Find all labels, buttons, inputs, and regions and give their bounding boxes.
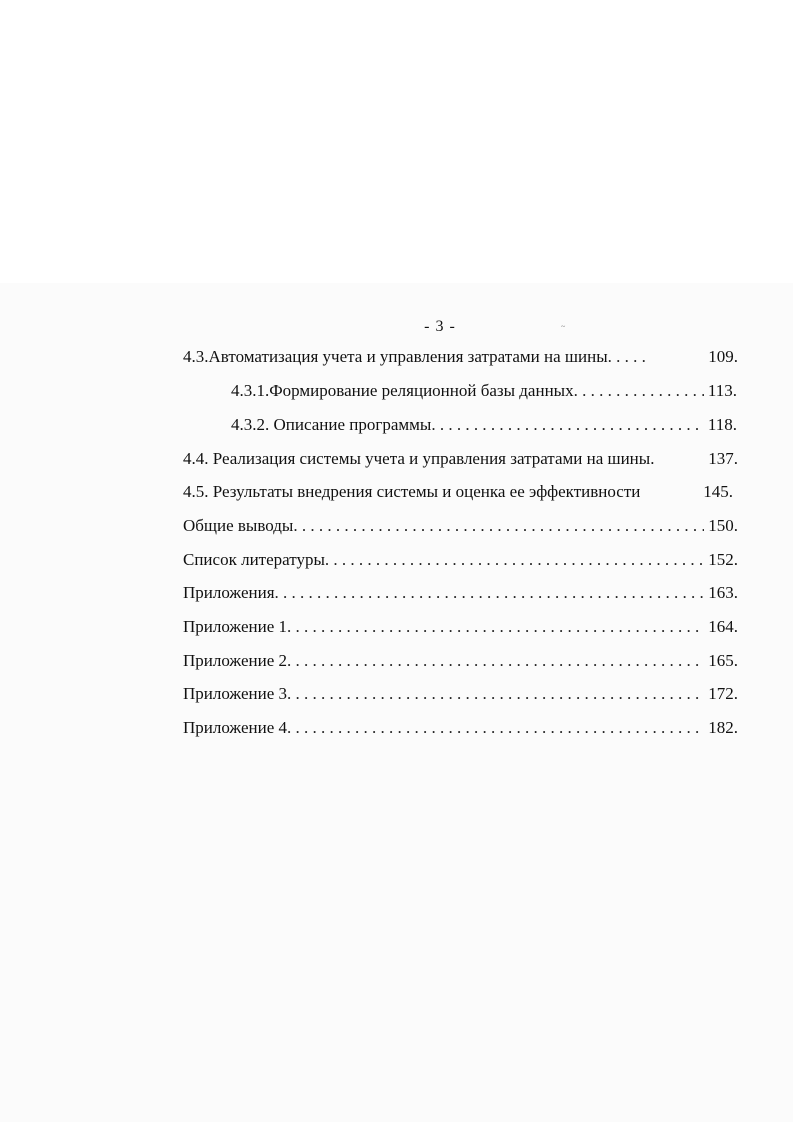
toc-entry-title: Приложение 2 (183, 651, 287, 670)
toc-leader-dots (287, 683, 704, 705)
toc-entry-general-conclusions (183, 515, 738, 537)
toc-entry-appendices (183, 582, 738, 604)
scan-speck: ~ (561, 322, 566, 331)
toc-entry-title: Приложение 1 (183, 617, 287, 636)
toc-entry-page: 137. (708, 449, 738, 468)
toc-entry-title: 4.3.Автоматизация учета и управления затратами на шины (183, 347, 608, 366)
toc-leader-dots (293, 515, 704, 537)
toc-entry-title: 4.4. Реализация системы учета и управления затратами на шины. (183, 449, 655, 468)
toc-entry-4-3-2 (231, 414, 737, 436)
toc-entry-title: Общие выводы (183, 516, 294, 535)
toc-entry-page: 152. (708, 550, 738, 569)
toc-entry-page: 150. (708, 516, 738, 535)
toc-entry-title: Приложение 4 (183, 718, 287, 737)
toc-entry-page: 165. (708, 651, 738, 670)
toc-leader-dots (287, 650, 704, 672)
toc-entry-4-3 (183, 346, 738, 368)
toc-leader-dots (574, 380, 704, 402)
toc-leader-dots (431, 414, 704, 436)
toc-leader-dots (287, 616, 704, 638)
toc-entry-title: 4.5. Результаты внедрения системы и оценка ее эффективности (183, 482, 641, 501)
toc-leader-dots (325, 549, 704, 571)
toc-entry-4-3-1 (231, 380, 737, 402)
toc-entry-title: 4.3.2. Описание программы (231, 415, 432, 434)
toc-entry-title: 4.3.1.Формирование реляционной базы данных (231, 381, 574, 400)
page-number: - 3 - (424, 318, 456, 335)
toc-entry-appendix-3 (183, 683, 738, 705)
toc-entry-page: 113. (707, 381, 737, 400)
toc-entry-references (183, 549, 738, 571)
toc-entry-appendix-4 (183, 717, 738, 739)
toc-entry-page: 109. (708, 347, 738, 366)
toc-leader-dots (608, 346, 648, 368)
toc-entry-4-4 (183, 448, 738, 470)
toc-entry-title: Список литературы (183, 550, 325, 569)
toc-entry-page: 118. (707, 415, 737, 434)
toc-entry-page: 164. (708, 617, 738, 636)
toc-entry-page: 163. (708, 583, 738, 602)
toc-entry-page: 182. (708, 718, 738, 737)
toc-entry-appendix-2 (183, 650, 738, 672)
toc-entry-page: 172. (708, 684, 738, 703)
toc-leader-dots (287, 717, 704, 739)
toc-entry-title: Приложение 3 (183, 684, 287, 703)
toc-entry-page: 145. (703, 482, 733, 501)
toc-leader-dots (275, 582, 705, 604)
toc-entry-title: Приложения (183, 583, 275, 602)
toc-entry-appendix-1 (183, 616, 738, 638)
toc-entry-4-5 (183, 481, 733, 503)
